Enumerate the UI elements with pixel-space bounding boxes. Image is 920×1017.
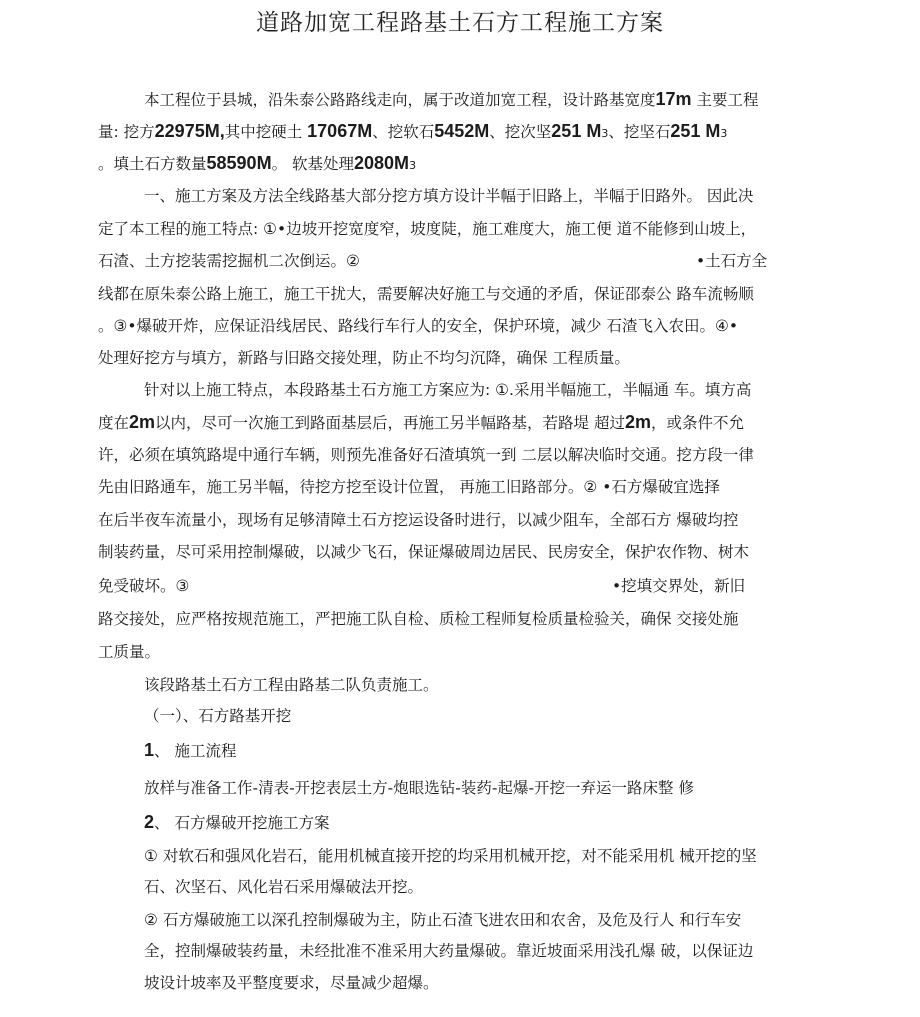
p2-line-6: 处理好挖方与填方，新路与旧路交接处理，防止不均匀沉降，确保 工程质量。 [98,349,630,367]
section-heading: （一）、石方路基开挖 [144,707,292,725]
p3-line-9: 工质量。 [98,643,161,661]
text: 、挖软石 [372,123,435,141]
text: 量: 挖方 [98,123,155,141]
excavation-total: 22975M, [154,121,225,141]
p1-line-3 [98,152,416,177]
heading-number: 1 [144,740,155,760]
text: 以内，尽可一次施工到路面基层后，再施工另半幅路基，若路堤 超过 [155,414,625,432]
heading-text: 、 施工流程 [154,742,237,760]
text: 度在 [98,414,130,432]
p3-line-7a: 免受破坏。③ [98,577,190,595]
soft-foundation-value: 2080M [354,153,410,173]
item-2-line-1: ② 石方爆破施工以深孔控制爆破为主，防止石渣飞进农田和农舍，及危及行人 和行车安 [144,911,742,929]
text: 。填土石方数量 [98,155,207,173]
p3-line-7b: •挖填交界处，新旧 [612,577,746,595]
unit-sub: 3 [409,159,417,172]
p3-line-3: 许，必须在填筑路堤中通行车辆，则预先准备好石渣填筑一到 二层以解决临时交通。挖方段一律 [98,446,754,464]
p3-line-5: 在后半夜车流量小，现场有足够清障土石方挖运设备时进行，以减少阻车，全部石方 爆破均控 [98,511,739,529]
text: 其中挖硬土 [224,123,308,141]
p2-line-1: 一、施工方案及方法全线路基大部分挖方填方设计半幅于旧路上，半幅于旧路外。 因此决 [144,187,754,205]
p1-line-2 [98,120,727,145]
height-value: 2m [129,412,156,432]
soft-rock-value: 5452M [434,121,490,141]
unit-sub: 3 [720,127,728,140]
hard-soil-value: 17067M [307,121,373,141]
p2-line-3b: •土石方全 [696,252,768,270]
hard-rock-value: 251 M [670,121,721,141]
item-1-line-2: 石、次坚石、风化岩石采用爆破法开挖。 [144,878,424,896]
flow-line: 放样与准备工作-清表-开挖表层土方-炮眼选钻-装药-起爆-开挖一弃运一路床整 修 [144,779,694,797]
text: 本工程位于县城，沿朱泰公路路线走向，属于改道加宽工程，设计路基宽度 [144,91,656,109]
p3-line-6: 制装药量，尽可采用控制爆破，以减少飞石，保证爆破周边居民、民房安全，保护农作物、树木 [98,543,750,561]
item-2-line-2: 全，控制爆破装药量，未经批准不准采用大药量爆破。靠近坡面采用浅孔爆 破，以保证边 [144,942,754,960]
text: 、挖次坚 [489,123,552,141]
item-1-line-1: ① 对软石和强风化岩石，能用机械直接开挖的均采用机械开挖，对不能采用机 械开挖的坚 [144,847,757,865]
document-title: 道路加宽工程路基土石方工程施工方案 [256,10,664,36]
text: 主要工程 [691,91,759,109]
p4-line: 该段路基土石方工程由路基二队负责施工。 [144,676,439,694]
p2-line-3a: 石渣、土方挖装需挖掘机二次倒运。② [98,252,360,270]
heading-text: 、 石方爆破开挖施工方案 [154,814,330,832]
road-width-value: 17m [655,89,692,109]
text: 、挖坚石 [608,123,671,141]
text: 。 软基处理 [271,155,355,173]
p2-line-5: 。③•爆破开炸，应保证沿线居民、路线行车行人的安全，保护环境，减少 石渣飞入农田。④• [98,317,739,335]
p3-line-1: 针对以上施工特点，本段路基土石方施工方案应为: ①.采用半幅施工，半幅通 车。填方高 [144,381,752,399]
sub-hard-rock-value: 251 M [551,121,602,141]
p1-line-1 [144,88,758,111]
item-2-line-3: 坡设计坡率及平整度要求，尽量减少超爆。 [144,974,439,992]
p3-line-2 [98,411,744,434]
fill-value: 58590M [206,153,272,173]
subheading-2 [144,811,329,834]
unit-sub: 3 [601,127,609,140]
p3-line-4: 先由旧路通车，施工另半幅，待挖方挖至设计位置， 再施工旧路部分。② •石方爆破宜选择 [98,478,720,496]
p2-line-4: 线都在原朱泰公路上施工，施工干扰大，需要解决好施工与交通的矛盾，保证邵泰公 路车流畅顺 [98,285,754,303]
p2-line-2: 定了本工程的施工特点: ①•边坡开挖宽度窄，坡度陡，施工难度大，施工便 道不能修到山坡上， [98,220,757,238]
subheading-1 [144,739,236,762]
heading-number: 2 [144,812,155,832]
p3-line-8: 路交接处，应严格按规范施工，严把施工队自检、质检工程师复检质量检验关，确保 交接处施 [98,610,739,628]
text: ，或条件不允 [650,414,744,432]
height-value: 2m [624,412,651,432]
